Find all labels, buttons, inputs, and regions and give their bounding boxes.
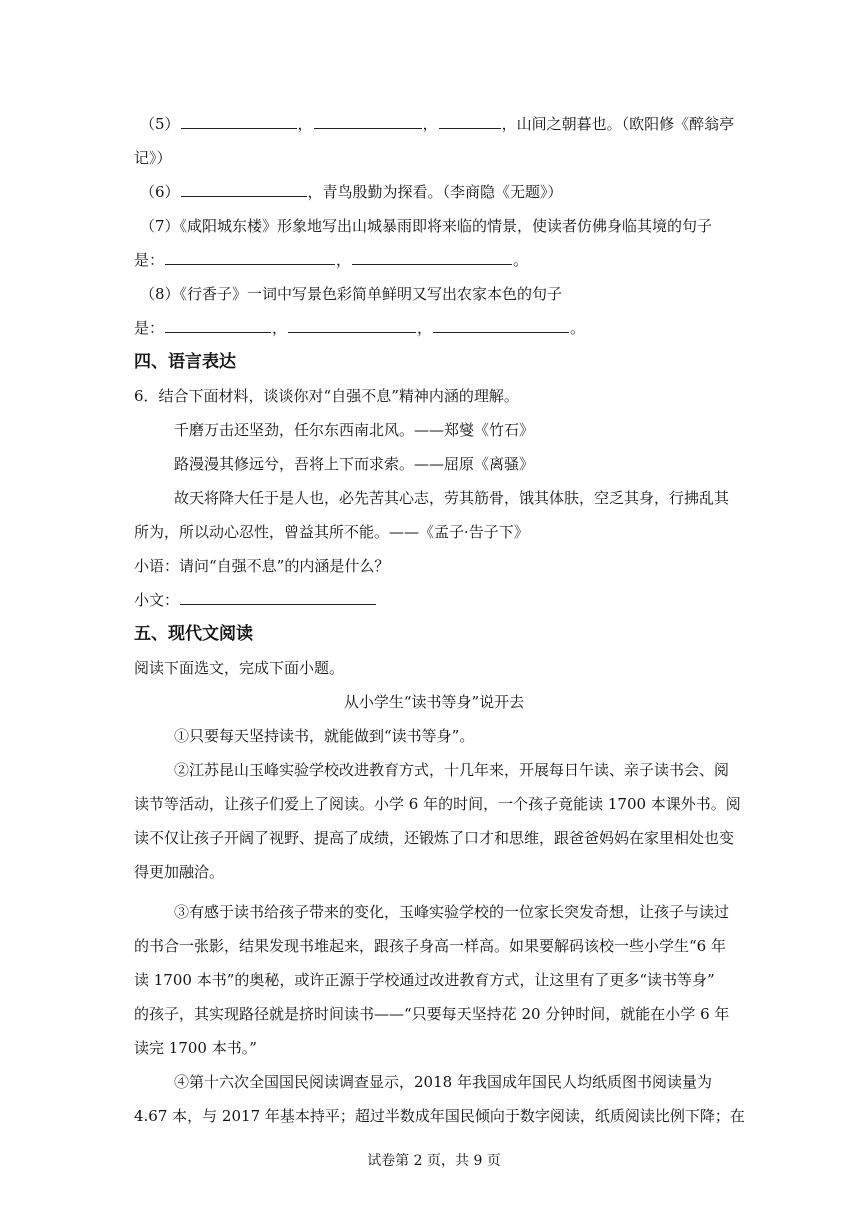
- xiaowen-answer-blank[interactable]: [180, 590, 376, 605]
- q8-comma-1: ，: [272, 319, 288, 337]
- q5-blank-1[interactable]: [181, 114, 297, 129]
- q8-blank-3[interactable]: [433, 318, 569, 333]
- paragraph-3-line-1: ③有感于读书给孩子带来的变化，玉峰实验学校的一位家长突发奇想，让孩子与读过: [174, 903, 730, 921]
- q7-blank-1[interactable]: [165, 250, 335, 265]
- paragraph-2-line-2: 读节等活动，让孩子们爱上了阅读。小学 6 年的时间，一个孩子竟能读 1700 本课外书。阅: [134, 795, 741, 813]
- q6-blank[interactable]: [181, 182, 307, 197]
- paragraph-2-line-4: 得更加融洽。: [134, 863, 225, 881]
- article-title: 从小学生“读书等身”说开去: [343, 693, 525, 711]
- material-2: 路漫漫其修远兮，吾将上下而求索。——屈原《离骚》: [174, 455, 535, 473]
- q7-blank-2[interactable]: [352, 250, 512, 265]
- paragraph-2-line-1: ②江苏昆山玉峰实验学校改进教育方式，十几年来，开展每日午读、亲子读书会、阅: [174, 761, 730, 779]
- q6-line: [140, 182, 563, 202]
- q8-blank-2[interactable]: [288, 318, 416, 333]
- q6-suffix: ，青鸟殷勤为探看。（李商隐《无题》）: [307, 183, 563, 201]
- material-3b: 所为，所以动心忍性，曾益其所不能。——《孟子·告子下》: [134, 523, 529, 541]
- material-1: 千磨万击还坚劲，任尔东西南北风。——郑燮《竹石》: [174, 421, 535, 439]
- q8-text: （8）《行香子》一词中写景色彩简单鲜明又写出农家本色的句子: [140, 285, 563, 303]
- q7-prefix: 是：: [134, 251, 165, 269]
- q5-comma-1: ，: [297, 115, 313, 133]
- q5-cont: 记》）: [134, 149, 172, 167]
- q6-number: （6）: [140, 183, 180, 201]
- q5-number: （5）: [140, 115, 180, 133]
- paragraph-3-line-4: 的孩子，其实现路径就是挤时间读书——“只要每天坚持花 20 分钟时间，就能在小学 6 年: [134, 1005, 730, 1023]
- q5-line: [140, 114, 734, 134]
- q5-blank-2[interactable]: [314, 114, 422, 129]
- q8-blank-1[interactable]: [165, 318, 271, 333]
- material-3a: 故天将降大任于是人也，必先苦其心志，劳其筋骨，饿其体肤，空乏其身，行拂乱其: [174, 489, 730, 507]
- paragraph-3-line-2: 的书合一张影，结果发现书堆起来，跟孩子身高一样高。如果要解码该校一些小学生“6 年: [134, 937, 726, 955]
- section-4-title: 四、语言表达: [134, 352, 236, 372]
- page-footer: 试卷第 2 页，共 9 页: [367, 1153, 501, 1169]
- section-5-title: 五、现代文阅读: [134, 624, 253, 644]
- xiaowen-label: 小文：: [134, 591, 180, 609]
- q8-end: 。: [570, 319, 586, 337]
- q5-comma-2: ，: [422, 115, 438, 133]
- paragraph-4-line-2: 4.67 本，与 2017 年基本持平；超过半数成年国民倾向于数字阅读，纸质阅读比例下降；在: [134, 1107, 745, 1125]
- q8-comma-2: ，: [417, 319, 433, 337]
- q7-end: 。: [513, 251, 529, 269]
- question-6: 6．结合下面材料，谈谈你对“自强不息”精神内涵的理解。: [134, 387, 519, 405]
- xiaoyu-line: 小语：请问“自强不息”的内涵是什么？: [134, 557, 390, 575]
- q5-suffix: ，山间之朝暮也。（欧阳修《醉翁亭: [501, 115, 735, 133]
- paragraph-4-line-1: ④第十六次全国国民阅读调查显示，2018 年我国成年国民人均纸质图书阅读量为: [174, 1073, 712, 1091]
- q7-text: （7）《咸阳城东楼》形象地写出山城暴雨即将来临的情景，使读者仿佛身临其境的句子: [140, 217, 713, 235]
- q8-answer-line: [134, 318, 585, 338]
- q7-answer-line: [134, 250, 528, 270]
- reading-instruction: 阅读下面选文，完成下面小题。: [134, 659, 345, 677]
- paragraph-2-line-3: 读不仅让孩子开阔了视野、提高了成绩，还锻炼了口才和思维，跟爸爸妈妈在家里相处也变: [134, 829, 735, 847]
- paragraph-3-line-5: 读完 1700 本书。”: [134, 1039, 257, 1057]
- paragraph-3-line-3: 读 1700 本书”的奥秘，或许正源于学校通过改进教育方式，让这里有了更多“读书等身”: [134, 971, 715, 989]
- q8-prefix: 是：: [134, 319, 165, 337]
- q5-blank-3[interactable]: [439, 114, 501, 129]
- q7-comma: ，: [336, 251, 352, 269]
- paragraph-1: ①只要每天坚持读书，就能做到“读书等身”。: [174, 727, 475, 745]
- xiaowen-line: [134, 590, 377, 610]
